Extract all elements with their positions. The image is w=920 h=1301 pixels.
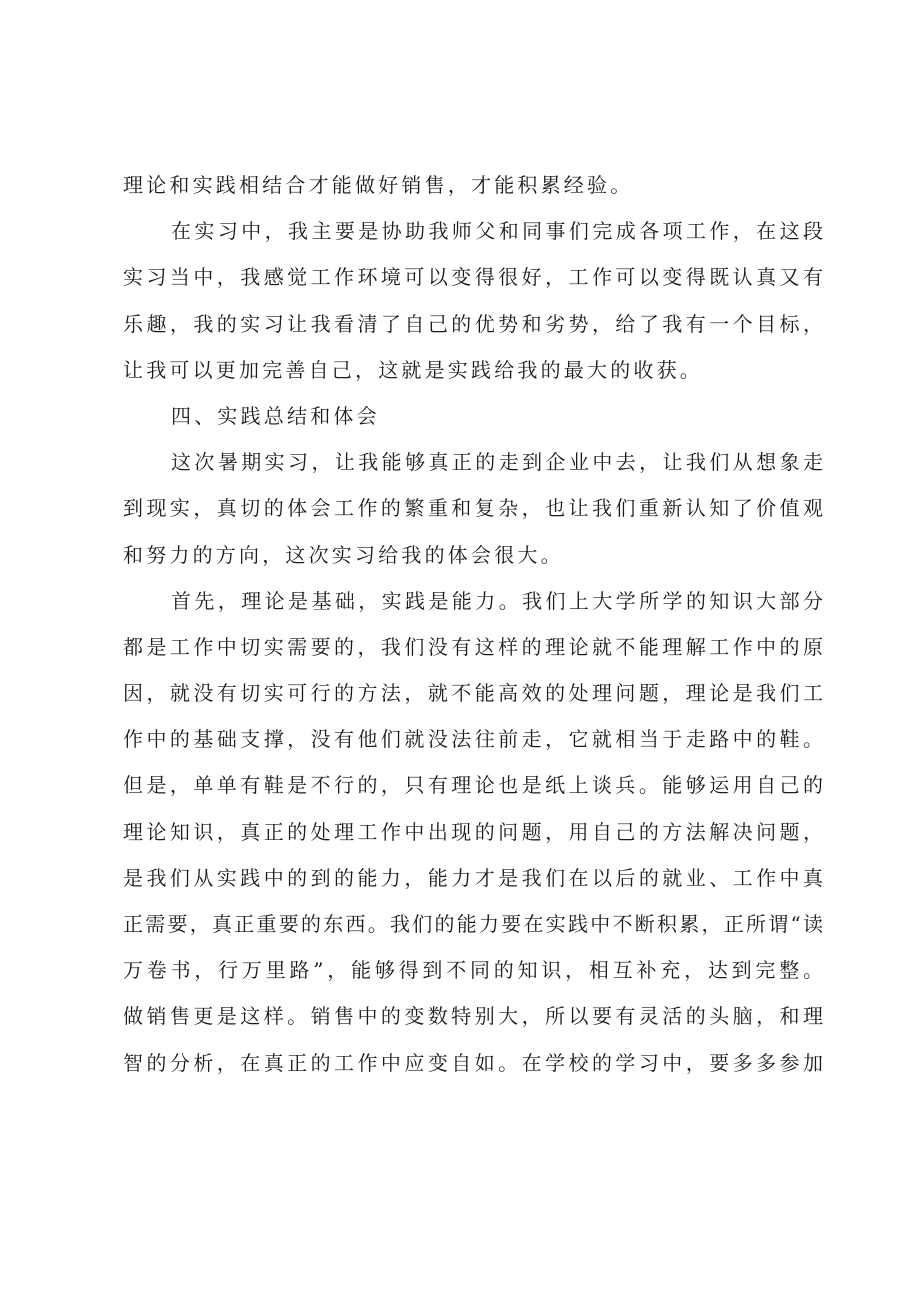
text-line: 作中的基础支撑，没有他们就没法往前走，它就相当于走路中的鞋。 [123,727,823,752]
paragraph-first-line: 首先，理论是基础，实践是能力。我们上大学所学的知识大部分 [171,588,823,613]
text-line: 正需要，真正重要的东西。我们的能力要在实践中不断积累，正所谓“读 [123,912,823,936]
text-line: 做销售更是这样。销售中的变数特别大，所以要有灵活的头脑，和理 [123,1004,823,1029]
text-line: 到现实，真切的体会工作的繁重和复杂，也让我们重新认知了价值观 [123,496,823,521]
paragraph-first-line: 这次暑期实习，让我能够真正的走到企业中去，让我们从想象走 [171,450,823,475]
text-line: 和努力的方向，这次实习给我的体会很大。 [123,542,564,567]
paragraph-first-line: 在实习中，我主要是协助我师父和同事们完成各项工作，在这段 [171,219,823,244]
text-line: 但是，单单有鞋是不行的，只有理论也是纸上谈兵。能够运用自己的 [123,773,823,798]
document-body [123,162,823,1086]
text-line: 智的分析，在真正的工作中应变自如。在学校的学习中，要多多参加 [123,1050,823,1075]
text-line: 都是工作中切实需要的，我们没有这样的理论就不能理解工作中的原 [123,634,823,659]
text-line: 理论知识，真正的处理工作中出现的问题，用自己的方法解决问题， [123,819,823,844]
text-line: 让我可以更加完善自己，这就是实践给我的最大的收获。 [123,357,703,382]
section-heading: 四、实践总结和体会 [171,403,380,428]
text-line: 因，就没有切实可行的方法，就不能高效的处理问题，理论是我们工 [123,681,823,706]
text-line: 万卷书，行万里路”，能够得到不同的知识，相互补充，达到完整。 [123,958,823,983]
text-line: 实习当中，我感觉工作环境可以变得很好，工作可以变得既认真又有 [123,265,823,290]
text-line: 是我们从实践中的到的能力，能力才是我们在以后的就业、工作中真 [123,865,823,890]
text-line: 乐趣，我的实习让我看清了自己的优势和劣势，给了我有一个目标， [123,311,823,336]
text-line: 理论和实践相结合才能做好销售，才能积累经验。 [123,173,634,197]
